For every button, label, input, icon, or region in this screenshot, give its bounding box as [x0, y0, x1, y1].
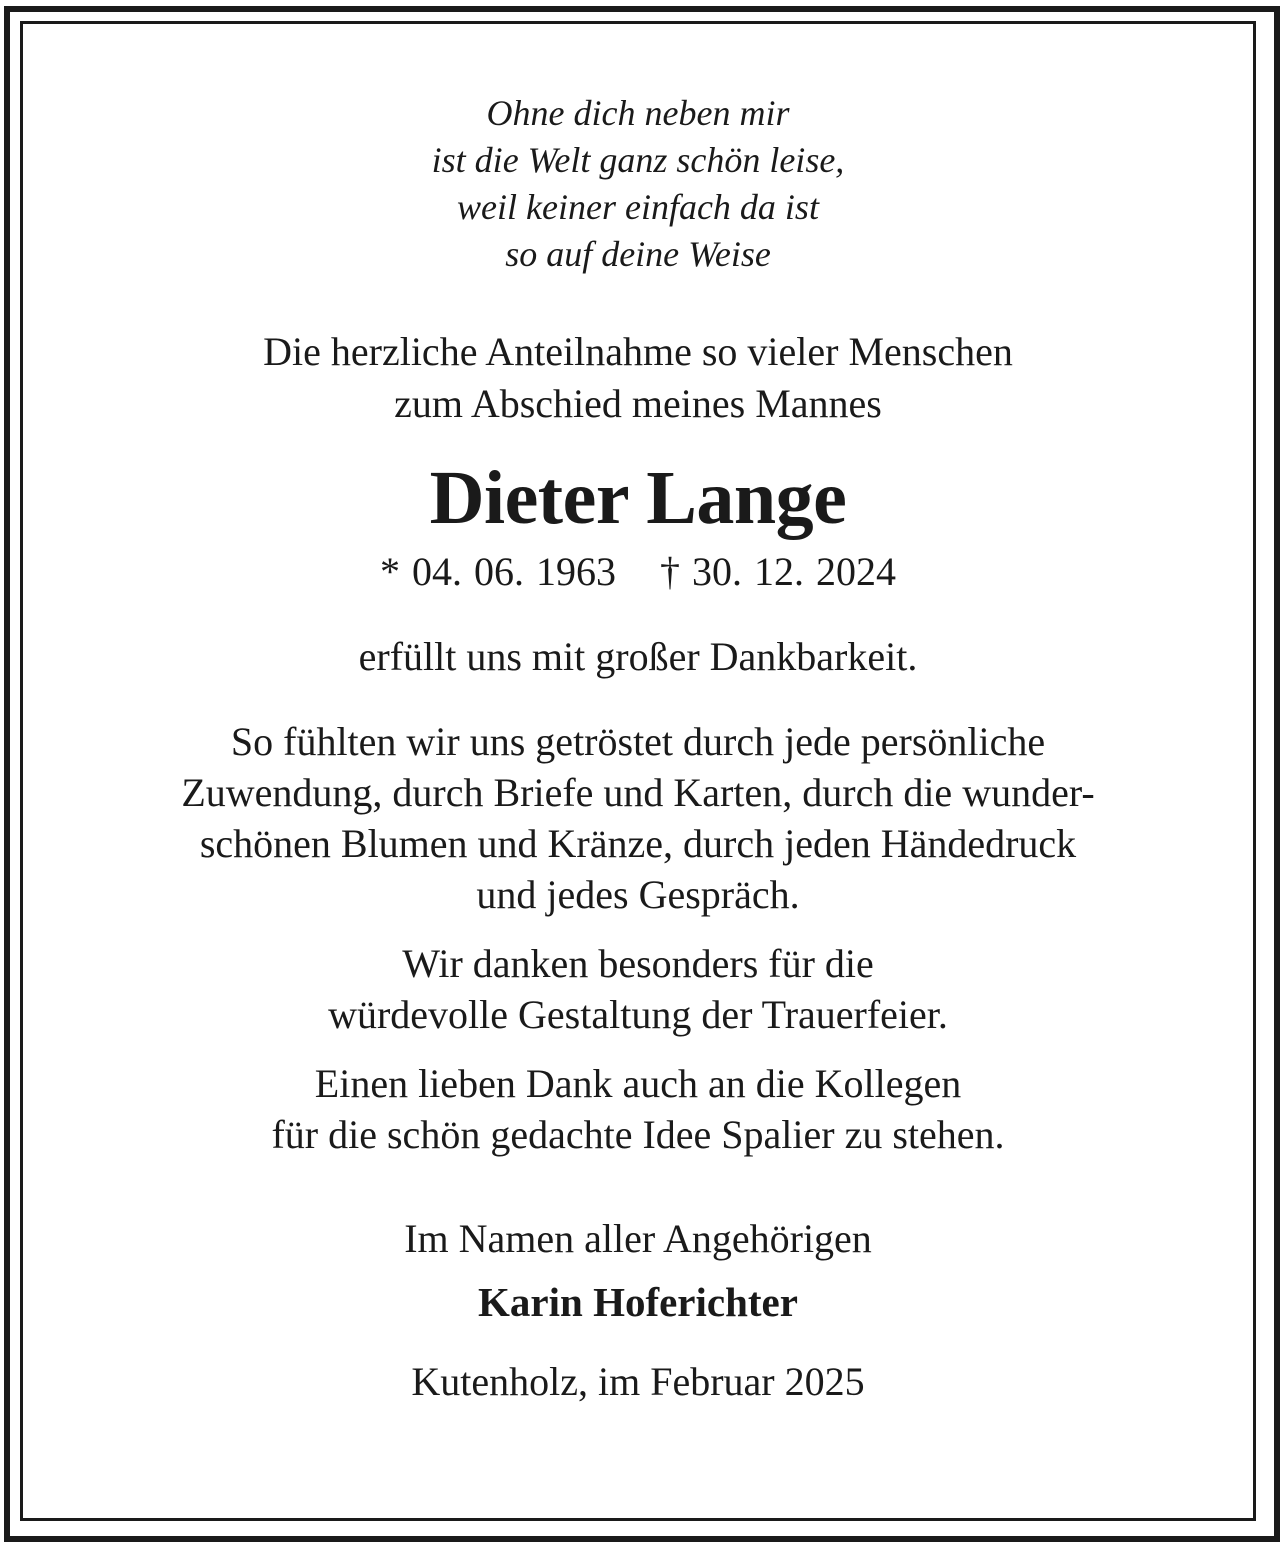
memorial-poem — [23, 90, 1253, 278]
paragraph-line: So fühlten wir uns getröstet durch jede persönliche — [230, 719, 1046, 764]
intro-line: zum Abschied meines Mannes — [394, 381, 882, 426]
paragraph-line: Einen lieben Dank auch an die Kollegen — [314, 1061, 962, 1106]
obituary-notice — [23, 24, 1253, 1408]
closing-line: Im Namen aller Angehörigen — [404, 1216, 872, 1261]
paragraph-line: und jedes Gespräch. — [476, 872, 800, 917]
life-dates — [23, 546, 1253, 598]
poem-line: Ohne dich neben mir — [486, 93, 790, 133]
death-date: † 30. 12. 2024 — [660, 549, 896, 594]
thanks-paragraph — [23, 716, 1253, 920]
intro-text — [23, 326, 1253, 430]
poem-line: so auf deine Weise — [505, 234, 771, 274]
paragraph-line: für die schön gedachte Idee Spalier zu stehen. — [271, 1112, 1005, 1157]
birth-date: * 04. 06. 1963 — [380, 549, 616, 594]
place-date: Kutenholz, im Februar 2025 — [411, 1359, 865, 1404]
signer-name: Karin Hoferichter — [478, 1279, 798, 1325]
thanks-paragraph — [23, 1058, 1253, 1160]
poem-line: weil keiner einfach da ist — [457, 187, 819, 227]
deceased-name: Dieter Lange — [429, 456, 847, 540]
paragraph-line: würdevolle Gestaltung der Trauerfeier. — [328, 992, 948, 1037]
paragraph-line: schönen Blumen und Kränze, durch jeden Händedruck — [199, 821, 1077, 866]
paragraph-line: Zuwendung, durch Briefe und Karten, durch die wunder- — [181, 770, 1095, 815]
thanks-paragraph — [23, 938, 1253, 1040]
gratitude-line: erfüllt uns mit großer Dankbarkeit. — [358, 634, 918, 679]
paragraph-line: Wir danken besonders für die — [402, 941, 874, 986]
intro-line: Die herzliche Anteilnahme so vieler Menschen — [263, 329, 1013, 374]
poem-line: ist die Welt ganz schön leise, — [431, 140, 845, 180]
